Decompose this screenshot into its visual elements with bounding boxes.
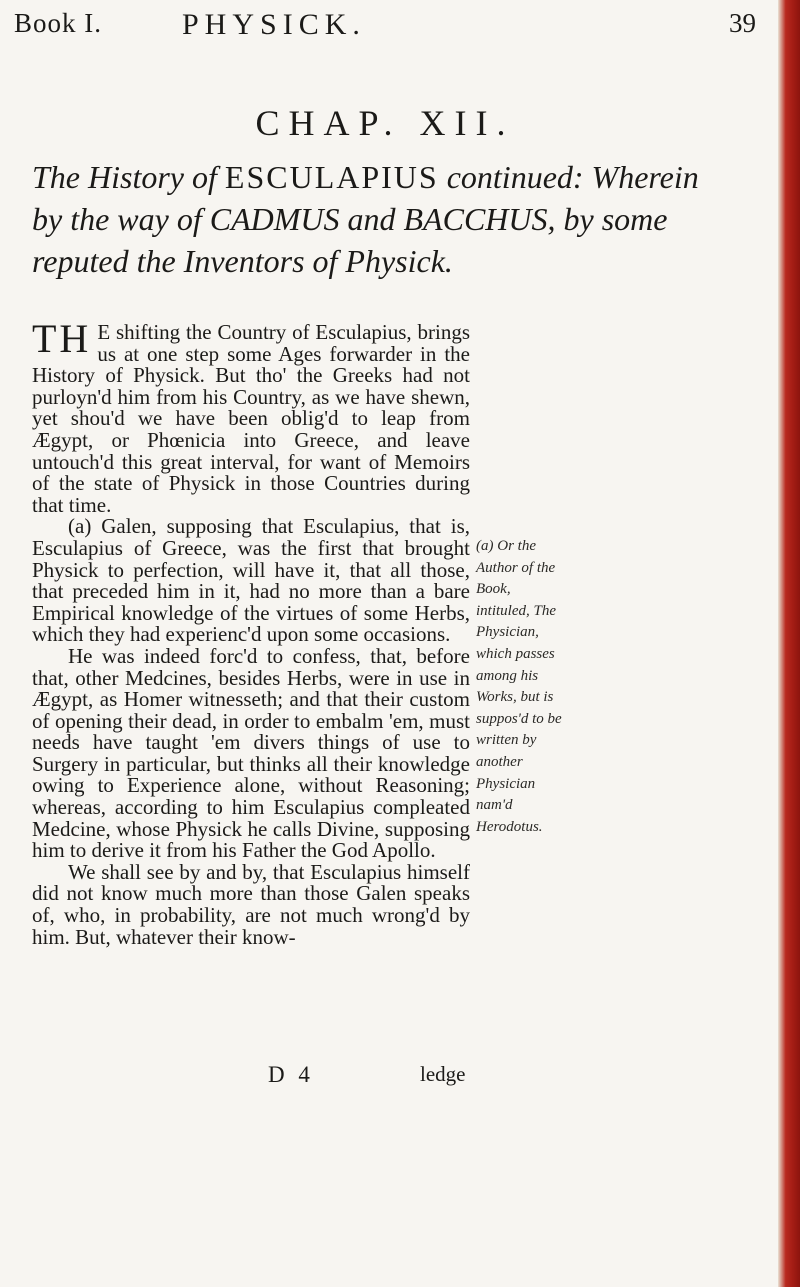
chapter-title-part1: The History of [32,159,225,195]
page-footer [0,1062,470,1092]
chapter-title-part2: continued: Wherein by the way of CADMUS and BACCHUS, by some reputed the Inventors of Physick. [32,159,699,279]
running-header [14,8,766,44]
catchword: ledge [420,1062,466,1086]
paragraph-1-text: E shifting the Country of Esculapius, brings us at one step some Ages forwarder in the History of Physick. But tho' the Greeks had not purloyn'd him from his Country, as we have shewn, yet shou'd we have been oblig'd to leap from Ægypt, or Phœnicia into Greece, and leave untouch'd this great interval, for want of Memoirs of the state of Physick in those Countries during that time. [32,320,470,517]
body-text [32,316,470,949]
book-label: Book I. [14,8,102,38]
margin-note: (a) Or the Author of the Book, intituled, The Physician, which passes among his Works, but is suppos'd to be written by another Physician nam'd Herodotus. [476,538,562,835]
page-number: 39 [729,8,756,38]
paragraph-2: (a) Galen, supposing that Esculapius, that is, Esculapius of Greece, was the first that brought Physick to perfection, will have it, that all those, that preceded him in it, had no more than a bare Empirical knowledge of the virtues of some Herbs, which they had experienc'd upon some occasions. [32,514,470,647]
paragraph-3: He was indeed forc'd to confess, that, before that, other Medcines, besides Herbs, were in use in Ægypt, as Homer witnesseth; and that their custom of opening their dead, in order to embalm 'em, must needs have taught 'em divers things of use to Surgery in particular, but thinks all their knowledge owing to Experience alone, without Reasoning; whereas, according to him Esculapius compleated Medcine, whose Physick he calls Divine, supposing him to derive it from his Father the God Apollo. [32,643,470,863]
page-edge-strip [778,0,800,1287]
chapter-title [32,156,732,282]
paragraph-1 [32,316,470,517]
drop-cap: TH [32,316,92,361]
chapter-heading: CHAP. XII. [255,103,515,143]
running-title: PHYSICK. [182,8,366,41]
paragraph-4: We shall see by and by, that Esculapius himself did not know much more than those Galen speaks of, who, in probability, are not much wrong'd by him. But, whatever their know- [32,859,470,949]
chapter-title-name: ESCULAPIUS [224,159,439,195]
signature-mark: D 4 [268,1062,314,1087]
